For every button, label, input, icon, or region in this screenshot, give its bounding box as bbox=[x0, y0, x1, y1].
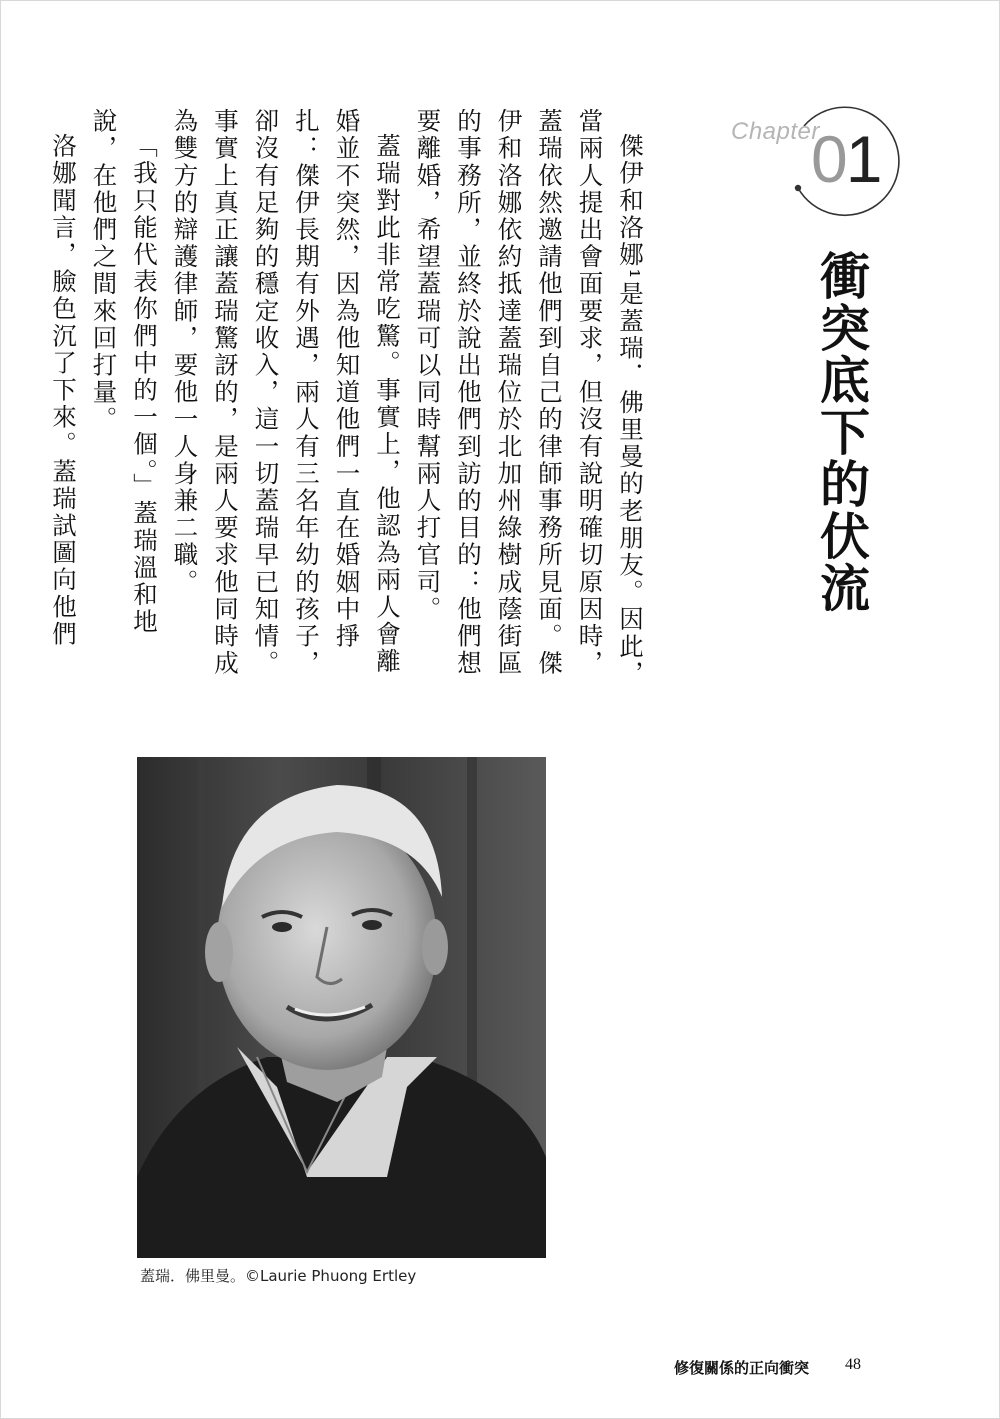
paragraph-1: 傑伊和洛娜¹是蓋瑞．佛里曼的老朋友。因此，當兩人提出會面要求，但沒有說明確切原因時，蓋瑞依然邀請他們到自己的律師事務所見面。傑伊和洛娜依約抵達蓋瑞位於北加州綠樹成蔭街區的事務所，並終於說出他們到訪的目的：他們想要離婚，希望蓋瑞可以同時幫兩人打官司。 bbox=[413, 108, 645, 687]
page-number: 48 bbox=[845, 1356, 861, 1373]
photo-caption: 蓋瑞．佛里曼。©Laurie Phuong Ertley bbox=[140, 1267, 417, 1285]
paragraph-2: 蓋瑞對此非常吃驚。事實上，他認為兩人會離婚並不突然，因為他知道他們一直在婚姻中掙扎：傑伊長期有外遇，兩人有三名年幼的孩子，卻沒有足夠的穩定收入，這一切蓋瑞早已知情。事實上真正讓蓋瑞驚訝的，是兩人要求他同時成為雙方的辯護律師，要他一人身兼二職。 bbox=[170, 108, 402, 678]
running-head: 修復關係的正向衝突 bbox=[674, 1359, 810, 1377]
body-text-upper bbox=[49, 108, 650, 688]
chapter-number-digit-0: 0 bbox=[811, 122, 846, 196]
paragraph-3: 「我只能代表你們中的一個。」蓋瑞溫和地說，在他們之間來回打量。 bbox=[89, 108, 159, 636]
portrait-illustration bbox=[137, 757, 546, 1258]
chapter-number-digit-1: 1 bbox=[845, 122, 881, 196]
chapter-title: 衝突底下的伏流 bbox=[812, 250, 870, 614]
portrait-photo bbox=[137, 757, 546, 1258]
chapter-label: Chapter bbox=[731, 118, 820, 145]
paragraph-4: 洛娜聞言，臉色沉了下來。蓋瑞試圖向他們 bbox=[49, 132, 78, 648]
chapter-number bbox=[811, 122, 881, 196]
